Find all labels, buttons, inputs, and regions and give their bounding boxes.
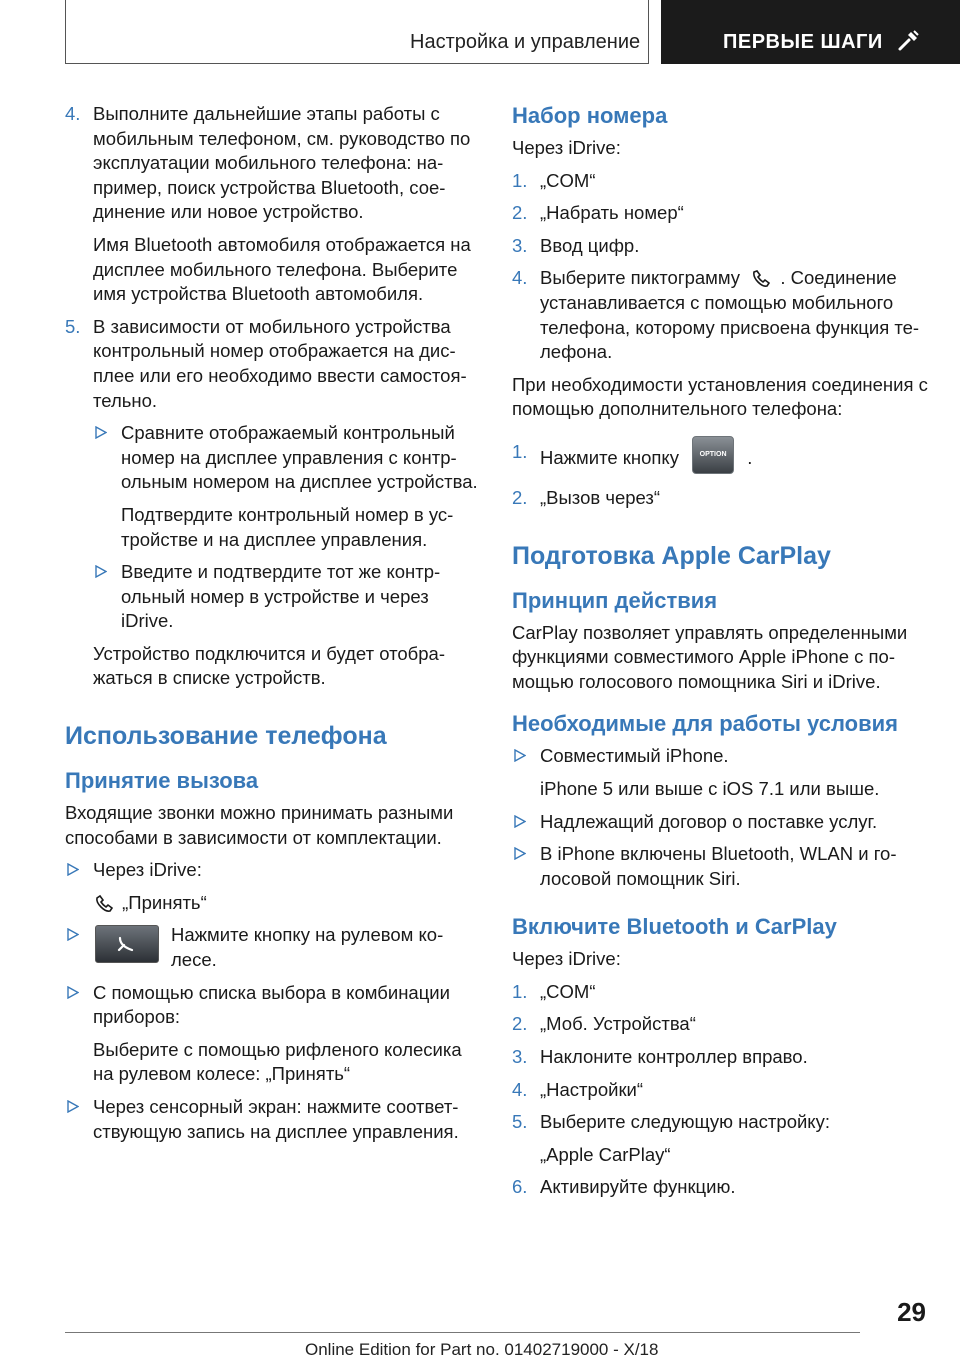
right-column bbox=[512, 102, 932, 1208]
step-number: 6. bbox=[512, 1176, 528, 1198]
step-number: 4. bbox=[512, 267, 528, 289]
step-text: „COM“ bbox=[540, 980, 596, 1002]
principle-text: CarPlay позволяет управлять определенными функциями совместимого Apple iPhone с помощью голосового помощника Siri и iDrive. bbox=[512, 621, 908, 692]
step-text: Выполните дальнейшие этапы работы с мобильным телефоном, см. руководство по эксплуатации мобильного телефона: например, поиск устройства Bluetooth, соединение или новое устройство. bbox=[93, 103, 471, 223]
step-text: Выберите следующую настройку: bbox=[540, 1111, 831, 1133]
tools-icon bbox=[897, 28, 921, 52]
step-4 bbox=[65, 102, 480, 307]
bullet-subtext: iPhone 5 или выше с iOS 7.1 или выше. bbox=[540, 777, 880, 799]
bullet-triangle-icon bbox=[67, 928, 79, 941]
enable-step-3 bbox=[512, 1045, 932, 1070]
dial-step-1 bbox=[512, 169, 932, 194]
step-number: 1. bbox=[512, 169, 528, 191]
header-chapter-tab bbox=[661, 0, 960, 64]
enable-step-5 bbox=[512, 1110, 932, 1167]
step-number: 3. bbox=[512, 234, 528, 256]
enable-intro: Через iDrive: bbox=[512, 948, 621, 970]
bullet-text: Сравните отображаемый контрольный номер на дисплее управления с контрольным номером на дисплее устройства. bbox=[121, 422, 478, 493]
step-text: Ввод цифр. bbox=[540, 234, 640, 256]
bullet-instrument-cluster bbox=[65, 981, 480, 1087]
step-text: „Набрать номер“ bbox=[540, 202, 684, 224]
step-text: Выберите пиктограмму bbox=[540, 267, 741, 289]
bullet-text: Надлежащий договор о поставке услуг. bbox=[540, 810, 878, 832]
option-step-2 bbox=[512, 486, 932, 511]
heading-enable: Включите Bluetooth и CarPlay bbox=[512, 914, 837, 940]
step-number: 1. bbox=[512, 440, 528, 462]
dial-extra-phone: При необходимости установления соединения с помощью дополнительного телефона: bbox=[512, 373, 928, 420]
option-step-1 bbox=[512, 440, 932, 478]
step-number: 5. bbox=[512, 1111, 528, 1133]
req-bluetooth-wlan-siri bbox=[512, 842, 932, 891]
heading-accept-call: Принятие вызова bbox=[65, 768, 259, 794]
step-text-after: Устройство подключится и будет отображаться в списке устройств. bbox=[93, 642, 445, 689]
step-number: 3. bbox=[512, 1046, 528, 1068]
step-text: „Моб. Устройства“ bbox=[540, 1013, 696, 1035]
bullet-triangle-icon bbox=[95, 565, 107, 578]
step-text: В зависимости от мобильного устройства контрольный номер отображается на дисплее или его необходимо ввести самостоятельно. bbox=[93, 315, 467, 411]
bullet-triangle-icon bbox=[514, 749, 526, 762]
phone-handset-icon bbox=[745, 269, 775, 289]
step-text: Активируйте функцию. bbox=[540, 1176, 736, 1198]
bullet-compare-code bbox=[93, 421, 480, 552]
step-text: Наклоните контроллер вправо. bbox=[540, 1046, 808, 1068]
step-number: 1. bbox=[512, 980, 528, 1002]
heading-dial: Набор номера bbox=[512, 103, 668, 128]
bullet-steering-button bbox=[65, 923, 480, 972]
step-text: Нажмите кнопку bbox=[540, 446, 679, 468]
heading-use-phone: Использование телефона bbox=[65, 722, 387, 751]
req-service-contract bbox=[512, 810, 932, 835]
footer-divider bbox=[65, 1332, 860, 1333]
bullet-touchscreen bbox=[65, 1095, 480, 1144]
step-text: „Настройки“ bbox=[540, 1078, 644, 1100]
left-column bbox=[65, 102, 480, 1152]
step-number: 2. bbox=[512, 1013, 528, 1035]
bullet-triangle-icon bbox=[95, 426, 107, 439]
bullet-text: Совместимый iPhone. bbox=[540, 745, 729, 767]
enable-step-1 bbox=[512, 980, 932, 1005]
heading-principle: Принцип действия bbox=[512, 587, 718, 613]
bullet-triangle-icon bbox=[67, 1100, 79, 1113]
steering-wheel-phone-button bbox=[95, 925, 159, 963]
step-number: 2. bbox=[512, 486, 528, 508]
bullet-accept-idrive bbox=[65, 858, 480, 915]
option-button-icon: OPTION bbox=[692, 436, 734, 474]
step-subtext: „Apple CarPlay“ bbox=[540, 1143, 671, 1165]
bullet-triangle-icon bbox=[67, 863, 79, 876]
bullet-text: Через сенсорный экран: нажмите соответствующую запись на дисплее управления. bbox=[93, 1096, 459, 1142]
enable-step-4 bbox=[512, 1078, 932, 1103]
bullet-subtext: „Принять“ bbox=[122, 891, 207, 913]
enable-step-6 bbox=[512, 1175, 932, 1200]
heading-requirements: Необходимые для работы условия bbox=[512, 711, 898, 737]
bullet-text-continued: Подтвердите контрольный номер в устройстве и на дисплее управления. bbox=[121, 503, 454, 550]
req-compatible-iphone bbox=[512, 744, 932, 801]
step-number: 2. bbox=[512, 202, 528, 224]
bullet-triangle-icon bbox=[514, 847, 526, 860]
step-text: „COM“ bbox=[540, 169, 596, 191]
accept-intro: Входящие звонки можно принимать разными способами в зависимости от комплектации. bbox=[65, 802, 454, 848]
step-number: 4. bbox=[512, 1078, 528, 1100]
dial-intro: Через iDrive: bbox=[512, 137, 621, 158]
step-number: 5. bbox=[65, 315, 81, 337]
step-5 bbox=[65, 315, 480, 691]
bullet-subtext: Выберите с помощью рифленого колесика на рулевом колесе: „Принять“ bbox=[93, 1038, 462, 1085]
dial-step-2 bbox=[512, 201, 932, 226]
bullet-triangle-icon bbox=[514, 815, 526, 828]
bullet-text: С помощью списка выбора в комбинации приборов: bbox=[93, 981, 450, 1028]
bullet-triangle-icon bbox=[67, 986, 79, 999]
bullet-text: Нажмите кнопку на рулевом колесе. bbox=[171, 924, 444, 971]
bullet-text: В iPhone включены Bluetooth, WLAN и голосовой помощник Siri. bbox=[540, 843, 897, 889]
header-chapter-title: ПЕРВЫЕ ШАГИ bbox=[723, 31, 883, 53]
bullet-text: Введите и подтвердите тот же контрольный номер в устройстве и через iDrive. bbox=[121, 561, 441, 632]
step-text-continued: . bbox=[747, 446, 753, 468]
bullet-enter-code bbox=[93, 560, 480, 634]
step-text-continued: . Соединение устанавливается с помощью мобильного телефона, которому присвоена функция телефона. bbox=[540, 267, 920, 363]
phone-handset-icon bbox=[116, 934, 138, 954]
enable-step-2 bbox=[512, 1012, 932, 1037]
dial-step-3 bbox=[512, 234, 932, 259]
page-number: 29 bbox=[897, 1297, 926, 1327]
step-number: 4. bbox=[65, 103, 81, 124]
step-text: „Вызов через“ bbox=[540, 486, 661, 508]
phone-handset-icon bbox=[93, 894, 117, 914]
bullet-text: Через iDrive: bbox=[93, 859, 202, 881]
footer-edition: Online Edition for Part no. 01402719000 - X/18 bbox=[305, 1340, 659, 1359]
header-section-title: Настройка и управление bbox=[410, 31, 641, 53]
dial-step-4 bbox=[512, 266, 932, 364]
step-text-continued: Имя Bluetooth автомобиля отображается на дисплее мобильного телефона. Выберите имя устройства Bluetooth автомобиля. bbox=[93, 233, 471, 305]
heading-carplay: Подготовка Apple CarPlay bbox=[512, 541, 831, 570]
